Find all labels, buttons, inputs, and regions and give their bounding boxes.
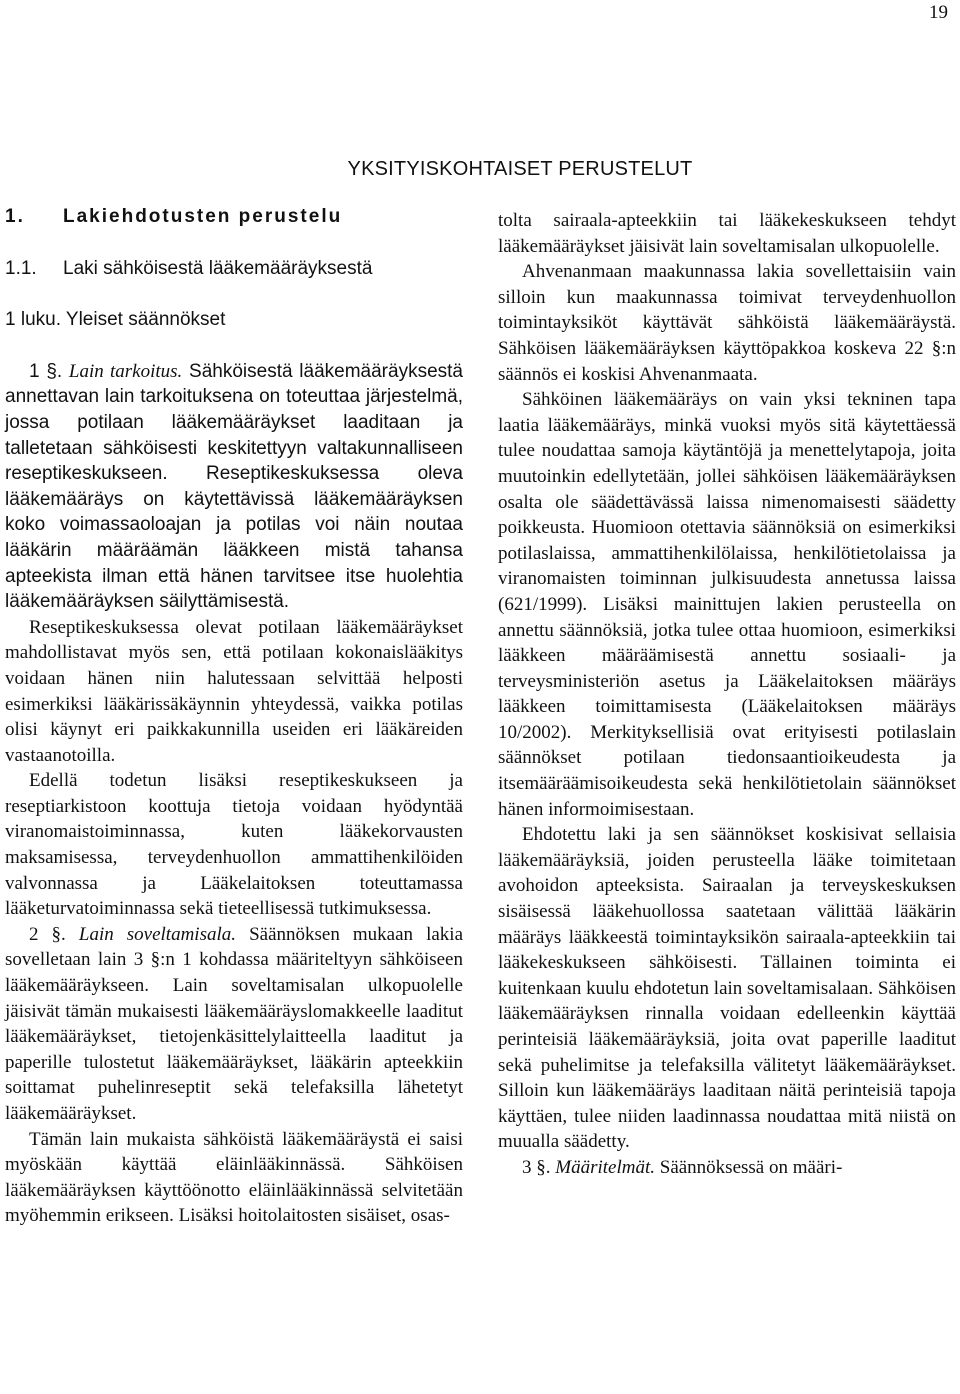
paragraph: Ehdotettu laki ja sen säännökset koskisivat sellaisia lääkemääräyksiä, joiden perusteella lääke toimitetaan avohoidon apteeksista. Sairaalan ja terveyskeskuksen sisäisessä lääkehuollossa saatetaan välittää lääkärin määräys lääkkeestä toimintayksikön sairaala-apteekkiin tai lääkekeskukseen sähköisesti. Tällainen toiminta ei kuitenkaan kuulu ehdotetun lain soveltamisalaan. Sähköisen lääkemääräyksen rinnalla voidaan edelleenkin käyttää perinteisiä lääkemääräyksiä, joita ovat paperille laaditut sekä puhelimitse ja telefaksilla välitetyt lääkemääräykset. Silloin kun lääkemääräys laaditaan näitä perinteisiä tapoja käyttäen, tulee niiden laadinnassa noudattaa mitä niistä on muualla säädetty.	[498, 824, 957, 1153]
heading-text: Lakiehdotusten perustelu	[63, 206, 343, 227]
section-text: Säännöksessä on määri-	[659, 1156, 843, 1178]
section-number: 3 §.	[522, 1156, 551, 1178]
section-title: Määritelmät.	[555, 1156, 655, 1178]
paragraph: tolta sairaala-apteekkiin tai lääkekeskukseen tehdyt lääkemääräykset jäisivät lain soveltamisalan ulkopuolelle.	[498, 210, 956, 257]
section-title: Lain soveltamisala.	[78, 923, 237, 945]
section-text: Sähköisestä lääkemääräyksestä annettavan lain tarkoituksena on toteuttaa järjestelmä, jossa potilaan lääkemääräykset laaditaan ja talletetaan sähköisesti keskitettyyn valtakunnalliseen reseptikeskukseen. Reseptikeskuksessa oleva lääkemääräys on käytettävissä lääkemääräyksen koko voimassaoloajan ja potilas voi näin noutaa lääkärin määräämän lääkkeen mistä tahansa apteekista ilman että hänen tarvitsee itse huolehtia lääkemääräyksen säilyttämisestä.	[5, 360, 463, 613]
heading-level-1	[5, 204, 463, 230]
heading-text: Laki sähköisestä lääkemääräyksestä	[63, 257, 373, 279]
heading-number: 1.	[5, 206, 25, 227]
heading-level-2	[5, 256, 463, 282]
paragraph: Tämän lain mukaista sähköistä lääkemääräystä ei saisi myöskään käyttää eläinlääkinnässä. Sähköisen lääkemääräyksen käyttöönotto eläinlääkinnässä selvitetään myöhemmin erikseen. Lisäksi hoitolaitosten sisäiset, osas-	[5, 1128, 463, 1227]
right-column	[498, 208, 956, 1181]
section-title: YKSITYISKOHTAISET PERUSTELUT	[347, 158, 693, 180]
paragraph	[5, 922, 463, 1127]
heading-number: 1.1.	[5, 257, 37, 279]
section-text: Säännöksen mukaan lakia sovelletaan lain 3 §:n 1 kohdassa määriteltyyn sähköiseen lääkemääräykseen. Lain soveltamisalan ulkopuolelle jäisivät tämän mukaisesti lääkemääräyslomakkeelle laaditut lääkemääräykset, tietojenkäsittelylaitteella laaditut ja paperille tulostetut lääkemääräykset, lääkärin apteekkiin soittamat puhelinreseptit sekä telefaksilla lähetetyt lääkemääräykset.	[5, 923, 464, 1124]
paragraph: Ahvenanmaan maakunnassa lakia sovellettaisiin vain silloin kun maakunnassa toimivat terveydenhuollon toimintayksiköt käyttävät sähköistä lääkemääräystä. Sähköisen lääkemääräyksen käyttöpakkoa koskeva 22 §:n säännös ei koskisi Ahvenanmaata.	[498, 261, 956, 385]
paragraph: Edellä todetun lisäksi reseptikeskukseen ja reseptiarkistoon koottuja tietoja voidaan hyödyntää viranomaistoiminnassa, kuten lääkekorvausten maksamisessa, terveydenhuollon ammattihenkilöiden valvonnassa ja Lääkelaitoksen toteuttamassa lääketurvatoiminnassa sekä tieteellisessä tutkimuksessa.	[5, 770, 463, 920]
paragraph	[498, 1155, 956, 1181]
paragraph	[5, 359, 463, 615]
page-number: 19	[929, 2, 948, 23]
section-number: 1 §.	[29, 360, 63, 382]
paragraph: Reseptikeskuksessa olevat potilaan lääkemääräykset mahdollistavat myös sen, että potilaan kokonaislääkitys voidaan hänen niin halutessaan selvittää helposti esimerkiksi lääkärissäkäynnin yhteydessä, vaikka potilas olisi käynyt eri paikkakunnilla useiden eri lääkäreiden vastaanotoilla.	[5, 616, 463, 766]
chapter-heading: 1 luku. Yleiset säännökset	[5, 309, 226, 331]
section-number: 2 §.	[29, 923, 66, 945]
paragraph: Sähköinen lääkemääräys on vain yksi tekninen tapa laatia lääkemääräys, minkä vuoksi myös sitä käytettäessä tulee noudattaa samoja käytäntöjä ja menettelytapoja, joita muutoinkin edellytetään, jollei sähköisen lääkemääräyksen osalta ole säädettävässä laissa nimenomaisesti säädetty poikkeusta. Huomioon otettavia säännöksiä on esimerkiksi potilaslaissa, ammattihenkilölaissa, henkilötietolaissa ja viranomaisten toiminnan julkisuudesta annetussa laissa (621/1999). Lisäksi mainittujen lakien perusteella on annettu säännöksiä, jotka tulee ottaa huomioon, esimerkiksi lääkkeen määräämisestä annettu sosiaali- ja terveysministeriön asetus ja Lääkelaitoksen määräys lääkkeen toimittamisesta (Lääkelaitoksen määräys 10/2002). Merkityksellisiä ovat erityisesti potilaslain säännökset potilaan tiedonsaantioikeudesta ja itsemääräämisoikeudesta sekä henkilötietolain säännökset hänen informoimisestaan.	[498, 389, 956, 820]
left-column	[5, 204, 463, 1229]
section-title: Lain tarkoitus.	[68, 360, 183, 382]
